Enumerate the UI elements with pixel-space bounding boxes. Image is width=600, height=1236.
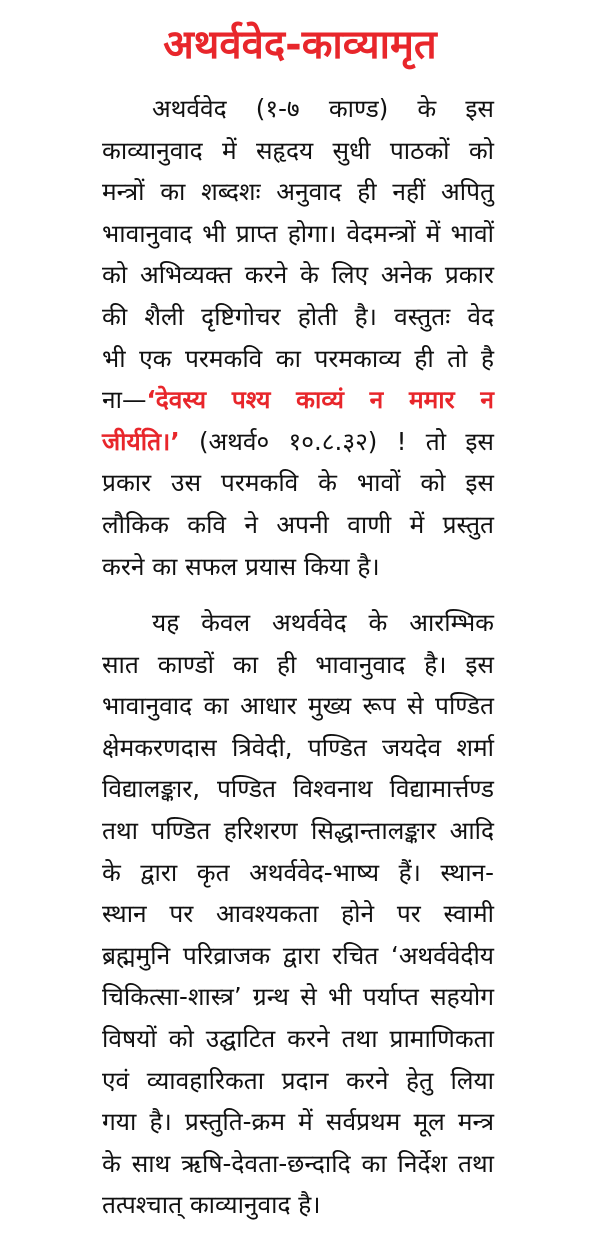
text-line: करने का सफल प्रयास किया है।: [102, 551, 380, 581]
text-line: भी एक परमकवि का परमकाव्य ही तो है: [102, 343, 494, 373]
text-line: क्षेमकरणदास त्रिवेदी, पण्डित जयदेव शर्मा: [102, 732, 494, 762]
text-line: लौकिक कवि ने अपनी वाणी में प्रस्तुत: [102, 509, 494, 539]
text-line: की शैली दृष्टिगोचर होती है। वस्तुतः वेद: [102, 301, 494, 331]
text-line: स्थान पर आवश्यकता होने पर स्वामी: [102, 899, 494, 929]
text-line: प्रकार उस परमकवि के भावों को इस: [102, 468, 494, 498]
text-line: भावानुवाद का आधार मुख्य रूप से पण्डित: [102, 691, 494, 721]
text-line: चिकित्सा-शास्त्र’ ग्रन्थ से भी पर्याप्त सहयोग: [102, 982, 494, 1012]
vedic-quote: ‘देवस्य पश्य काव्यं न ममार न: [146, 385, 494, 415]
text-line: यह केवल अथर्ववेद के आरम्भिक: [152, 608, 494, 637]
text-line: को अभिव्यक्त करने के लिए अनेक प्रकार: [102, 260, 494, 290]
text-line: विषयों को उद्घाटित करने तथा प्रामाणिकता: [102, 1023, 494, 1053]
paragraph-2: [102, 602, 494, 1226]
text-line: [102, 421, 494, 463]
text-line: तथा पण्डित हरिशरण सिद्धान्तालङ्कार आदि: [102, 815, 494, 845]
text-line: के साथ ऋषि-देवता-छन्दादि का निर्देश तथा: [102, 1148, 494, 1178]
text-line: विद्यालङ्कार, पण्डित विश्वनाथ विद्यामार्त्तण्ड: [102, 774, 494, 804]
text-line: के द्वारा कृत अथर्ववेद-भाष्य हैं। स्थान-: [102, 857, 494, 887]
text-line: गया है। प्रस्तुति-क्रम में सर्वप्रथम मूल मन्त्र: [102, 1107, 494, 1137]
vedic-quote: जीर्यति।’: [102, 426, 180, 456]
citation: (अथर्व० १०.८.३२) ! तो इस: [179, 426, 494, 456]
page-title: अथर्ववेद-काव्यामृत: [163, 22, 437, 68]
text-line: मन्त्रों का शब्दशः अनुवाद ही नहीं अपितु: [102, 177, 494, 207]
text-line: सात काण्डों का ही भावानुवाद है। इस: [102, 649, 494, 679]
text-line: तत्पश्चात् काव्यानुवाद है।: [102, 1190, 321, 1220]
text-segment: ना—: [102, 385, 147, 415]
text-line: भावानुवाद भी प्राप्त होगा। वेदमन्त्रों में भावों: [102, 218, 494, 248]
paragraph-1: [102, 88, 494, 587]
text-line: काव्यानुवाद में सहृदय सुधी पाठकों को: [102, 135, 494, 165]
text-line: एवं व्यावहारिकता प्रदान करने हेतु लिया: [102, 1065, 494, 1095]
text-line: [102, 379, 494, 421]
text-line: ब्रह्ममुनि परिव्राजक द्वारा रचित ‘अथर्ववेदीय: [102, 940, 494, 970]
text-line: अथर्ववेद (१-७ काण्ड) के इस: [152, 94, 494, 123]
